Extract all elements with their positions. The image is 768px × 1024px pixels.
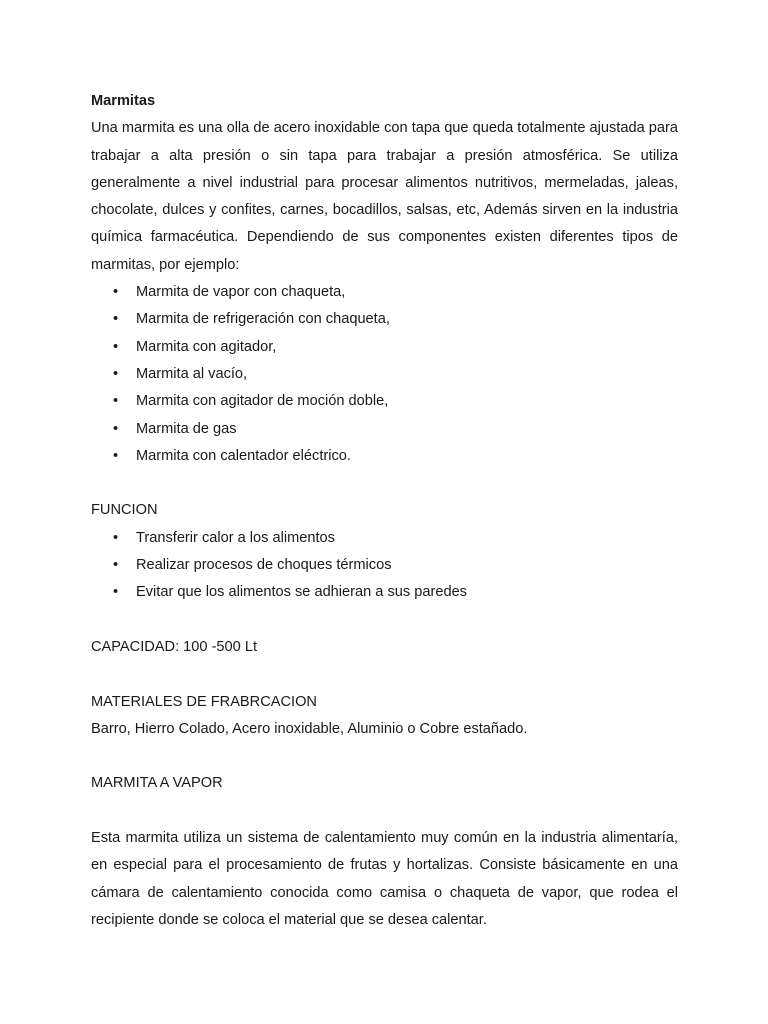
list-item <box>91 443 678 470</box>
bullet-icon: • <box>113 311 119 328</box>
marmita-vapor-paragraph: Esta marmita utiliza un sistema de calentamiento muy común en la industria alimentaría, en especial para el procesamiento de frutas y hortalizas. Consiste básicamente en una cámara de calentamiento conocida como camisa o chaqueta de vapor, que rodea el recipiente donde se coloca el material que se desea calentar. <box>91 830 678 928</box>
bullet-icon: • <box>113 420 119 437</box>
bullet-icon: • <box>113 584 119 601</box>
list-item <box>91 361 678 388</box>
list-item-text: Marmita de gas <box>136 420 237 437</box>
list-item-text: Realizar procesos de choques térmicos <box>136 557 392 574</box>
bullet-icon: • <box>113 338 119 355</box>
marmita-vapor-heading: MARMITA A VAPOR <box>91 775 223 792</box>
list-item-text: Marmita de vapor con chaqueta, <box>136 284 346 301</box>
bullet-icon: • <box>113 557 119 574</box>
list-item-text: Marmita con calentador eléctrico. <box>136 447 351 464</box>
bullet-icon: • <box>113 393 119 410</box>
capacidad-text: CAPACIDAD: 100 -500 Lt <box>91 638 258 655</box>
spacer <box>91 661 678 688</box>
bullet-icon: • <box>113 365 119 382</box>
funcion-heading: FUNCION <box>91 502 158 519</box>
materiales-heading: MATERIALES DE FRABRCACION <box>91 693 317 710</box>
funcion-list <box>91 525 678 607</box>
list-item <box>91 525 678 552</box>
list-item <box>91 579 678 606</box>
list-item-text: Evitar que los alimentos se adhieran a sus paredes <box>136 584 467 601</box>
spacer <box>91 743 678 770</box>
list-item-text: Marmita con agitador de moción doble, <box>136 393 389 410</box>
bullet-icon: • <box>113 447 119 464</box>
list-item-text: Marmita al vacío, <box>136 365 248 382</box>
marmita-types-list <box>91 279 678 470</box>
document-title: Marmitas <box>91 93 156 109</box>
document-page <box>91 88 678 934</box>
materiales-text: Barro, Hierro Colado, Acero inoxidable, Aluminio o Cobre estañado. <box>91 720 528 737</box>
list-item-text: Marmita de refrigeración con chaqueta, <box>136 311 390 328</box>
list-item <box>91 388 678 415</box>
intro-paragraph: Una marmita es una olla de acero inoxidable con tapa que queda totalmente ajustada para trabajar a alta presión o sin tapa para trabajar a presión atmosférica. Se utiliza generalmente a nivel industrial para procesar alimentos nutritivos, mermeladas, jaleas, chocolate, dulces y confites, carnes, bocadillos, salsas, etc, Además sirven en la industria química farmacéutica. Dependiendo de sus componentes existen diferentes tipos de marmitas, por ejemplo: <box>91 120 678 273</box>
spacer <box>91 607 678 634</box>
list-item <box>91 552 678 579</box>
bullet-icon: • <box>113 284 119 301</box>
list-item <box>91 306 678 333</box>
list-item <box>91 416 678 443</box>
spacer <box>91 798 678 825</box>
bullet-icon: • <box>113 529 119 546</box>
list-item-text: Marmita con agitador, <box>136 338 277 355</box>
list-item <box>91 279 678 306</box>
spacer <box>91 470 678 497</box>
list-item-text: Transferir calor a los alimentos <box>136 529 335 546</box>
list-item <box>91 334 678 361</box>
